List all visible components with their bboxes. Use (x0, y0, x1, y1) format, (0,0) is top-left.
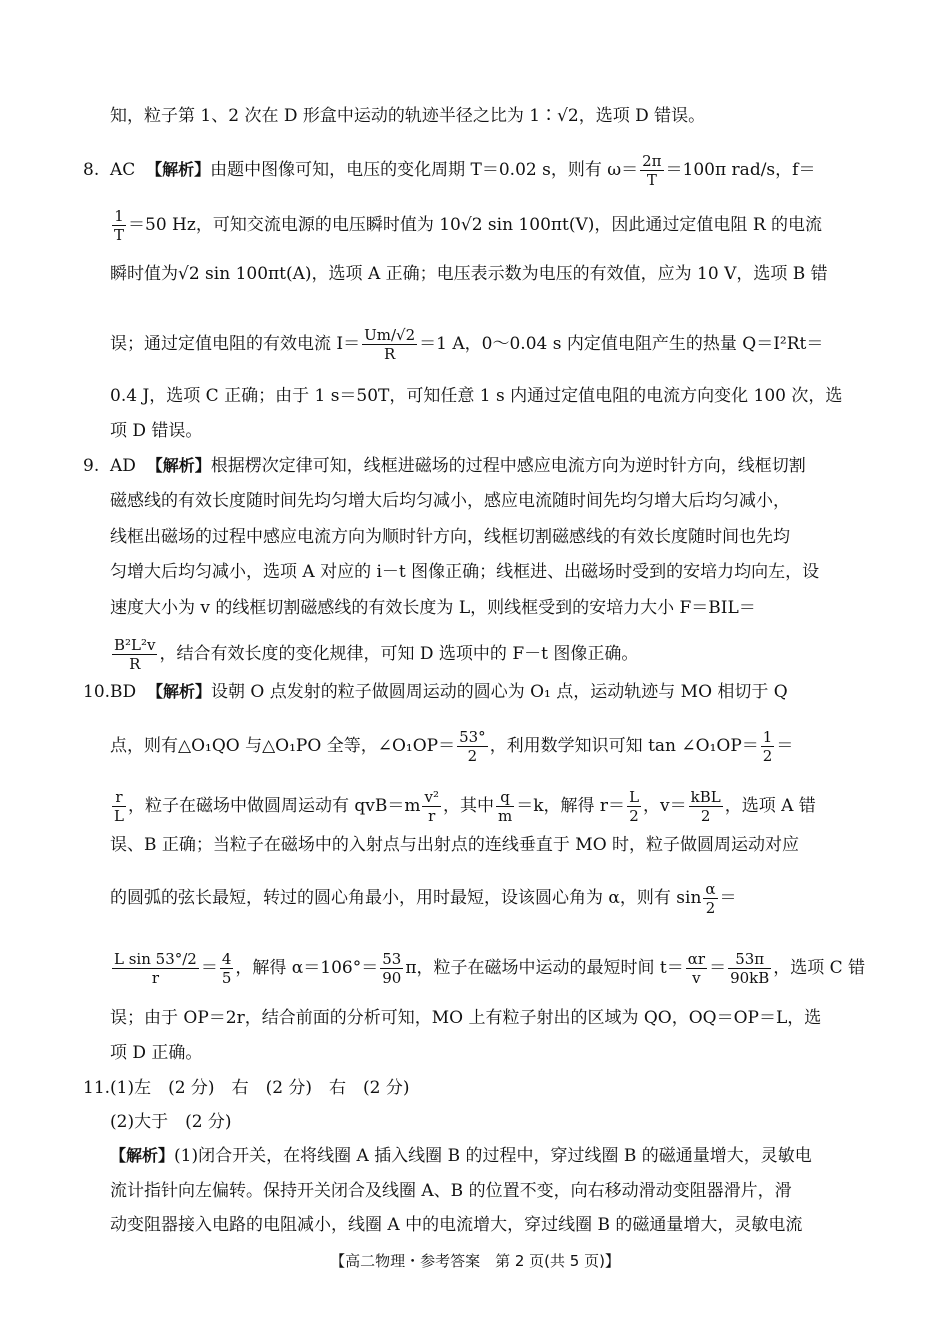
q10-line-7: 误；由于 OP＝2r，结合前面的分析可知，MO 上有粒子射出的区域为 QO，OQ＝OP＝L，选 (110, 1008, 822, 1028)
fraction: $\frac{1}{2}$ (762, 728, 773, 765)
question-number: 10. (83, 682, 111, 702)
q8-line-3: 瞬时值为√2 sin 100πt(A)，选项 A 正确；电压表示数为电压的有效值，应为 10 V，选项 B 错 (110, 264, 828, 284)
q11-answer-2: (2)大于 (2 分) (110, 1112, 232, 1132)
fraction: $\frac{2\pi}{T}$ (642, 152, 662, 189)
q9-line-6: $\frac{\text{B²L²v}}{R}$ ，结合有效长度的变化规律，可知 D 选项中的 F－t 图像正确。 (114, 636, 639, 673)
fraction: $\frac{L}{2}$ (629, 788, 640, 825)
q10-line-4: 误、B 正确；当粒子在磁场中的入射点与出射点的连线垂直于 MO 时，粒子做圆周运动对应 (110, 835, 800, 855)
answer: BD (110, 682, 137, 702)
q8-line-6: 项 D 错误。 (110, 421, 203, 441)
page-footer: 【高二物理・参考答案 第 2 页(共 5 页)】 (330, 1252, 620, 1270)
fraction: $\frac{\alpha r}{v}$ (687, 950, 706, 987)
fraction: $\frac{r}{L}$ (114, 788, 124, 825)
q11-line-1 (83, 1076, 860, 1100)
q10-line-3: $\frac{r}{L}$ ，粒子在磁场中做圆周运动有 qvB＝m $\frac{\text{v²}}{r}$ ，其中 $\frac{q}{m}$ ＝k，解得 r＝ $\frac{L}{2}$ ，v＝ $\frac{\text{kBL}}{2}$ ，选项 A 错 (114, 788, 816, 825)
question-number: 8. (83, 160, 100, 180)
q10-line-1: 10.BD 【解析】设朝 O 点发射的粒子做圆周运动的圆心为 O₁ 点，运动轨迹与 MO 相切于 Q (83, 682, 788, 702)
q8-line-2: $\frac{1}{T}$ ＝50 Hz，可知交流电源的电压瞬时值为 10√2 sin 100πt(V)，因此通过定值电阻 R 的电流 (114, 207, 823, 244)
q7-text: 知，粒子第 1、2 次在 D 形盒中运动的轨迹半径之比为 1∶√2，选项 D 错误。 (110, 106, 706, 126)
q8-line-5: 0.4 J，选项 C 正确；由于 1 s＝50T，可知任意 1 s 内通过定值电阻的电流方向变化 100 次，选 (110, 386, 843, 406)
q10-line-2: 点，则有△O₁QO 与△O₁PO 全等，∠O₁OP＝ $\frac{53^\circ}{2}$ ，利用数学知识可知 tan ∠O₁OP＝ $\frac{1}{2}$ ＝ (110, 728, 794, 765)
fraction: $\frac{\text{L sin 53°/2}}{r}$ (114, 950, 197, 987)
q11-line-5: 动变阻器接入电路的电阻减小，线圈 A 中的电流增大，穿过线圈 B 的磁通量增大，灵敏电流 (110, 1215, 803, 1235)
q9-line-2: 磁感线的有效长度随时间先均匀增大后均匀减小，感应电流随时间先均匀增大后均匀减小， (110, 491, 790, 511)
q9-line-3: 线框出磁场的过程中感应电流方向为顺时针方向，线框切割磁感线的有效长度随时间也先均 (110, 527, 790, 547)
answer: AD (110, 456, 136, 476)
analysis-tag: 【解析】 (146, 682, 211, 701)
fraction: $\frac{53^\circ}{2}$ (459, 728, 486, 765)
fraction: $\frac{q}{m}$ (497, 788, 513, 825)
q9-line-1: 9. AD 【解析】根据楞次定律可知，线框进磁场的过程中感应电流方向为逆时针方向，线框切割 (83, 456, 806, 476)
question-number: 11. (83, 1078, 111, 1098)
fraction: $\frac{53}{90}$ (382, 950, 402, 987)
q10-line-8: 项 D 正确。 (110, 1043, 203, 1063)
q9-line-4: 匀增大后均匀减小，选项 A 对应的 i－t 图像正确；线框进、出磁场时受到的安培力均向左，设 (110, 562, 820, 582)
fraction: $\frac{4}{5}$ (221, 950, 232, 987)
answer: AC (110, 160, 136, 180)
fraction: $\frac{1}{T}$ (114, 207, 125, 244)
fraction: $\frac{\text{v²}}{r}$ (424, 788, 439, 825)
q8-line-4: 误；通过定值电阻的有效电流 I＝ $\frac{Um/√2}{R}$ ＝1 A，0～0.04 s 内定值电阻产生的热量 Q＝I²Rt＝ (110, 326, 824, 363)
q10-line-6: $\frac{\text{L sin 53°/2}}{r}$ ＝ $\frac{4}{5}$ ，解得 α＝106°＝ $\frac{53}{90}$ π，粒子在磁场中运动的最短时间 t＝ $\frac{\alpha r}{v}$ ＝ $\frac{53\pi}{90kB}$ ，选项 C 错 (114, 950, 866, 987)
fraction: $\frac{\text{kBL}}{2}$ (690, 788, 721, 825)
question-number: 9. (83, 456, 100, 476)
q9-line-5: 速度大小为 v 的线框切割磁感线的有效长度为 L，则线框受到的安培力大小 F＝BIL＝ (110, 598, 756, 618)
fraction: $\frac{53\pi}{90kB}$ (730, 950, 770, 987)
q8-line-1: 8. AC 【解析】由题中图像可知，电压的变化周期 T＝0.02 s，则有 ω＝ $\frac{2\pi}{T}$ ＝100π rad/s，f＝ (83, 152, 816, 189)
analysis-tag: 【解析】 (146, 456, 211, 475)
q11-line-4: 流计指针向左偏转。保持开关闭合及线圈 A、B 的位置不变，向右移动滑动变阻器滑片，滑 (110, 1181, 792, 1201)
fraction: $\frac{Um/√2}{R}$ (364, 326, 416, 363)
q10-line-5: 的圆弧的弦长最短，转过的圆心角最小，用时最短，设该圆心角为 α，则有 sin $\frac{\alpha}{2}$ ＝ (110, 880, 737, 917)
fraction: $\frac{\alpha}{2}$ (705, 880, 716, 917)
fraction: $\frac{\text{B²L²v}}{R}$ (114, 636, 156, 673)
analysis-tag: 【解析】 (110, 1146, 175, 1165)
analysis-tag: 【解析】 (146, 160, 211, 179)
q11-line-3: 【解析】(1)闭合开关，在将线圈 A 插入线圈 B 的过程中，穿过线圈 B 的磁通量增大，灵敏电 (110, 1146, 812, 1166)
answer-1: (1)左 (2 分) 右 (2 分) 右 (2 分) (110, 1078, 410, 1098)
